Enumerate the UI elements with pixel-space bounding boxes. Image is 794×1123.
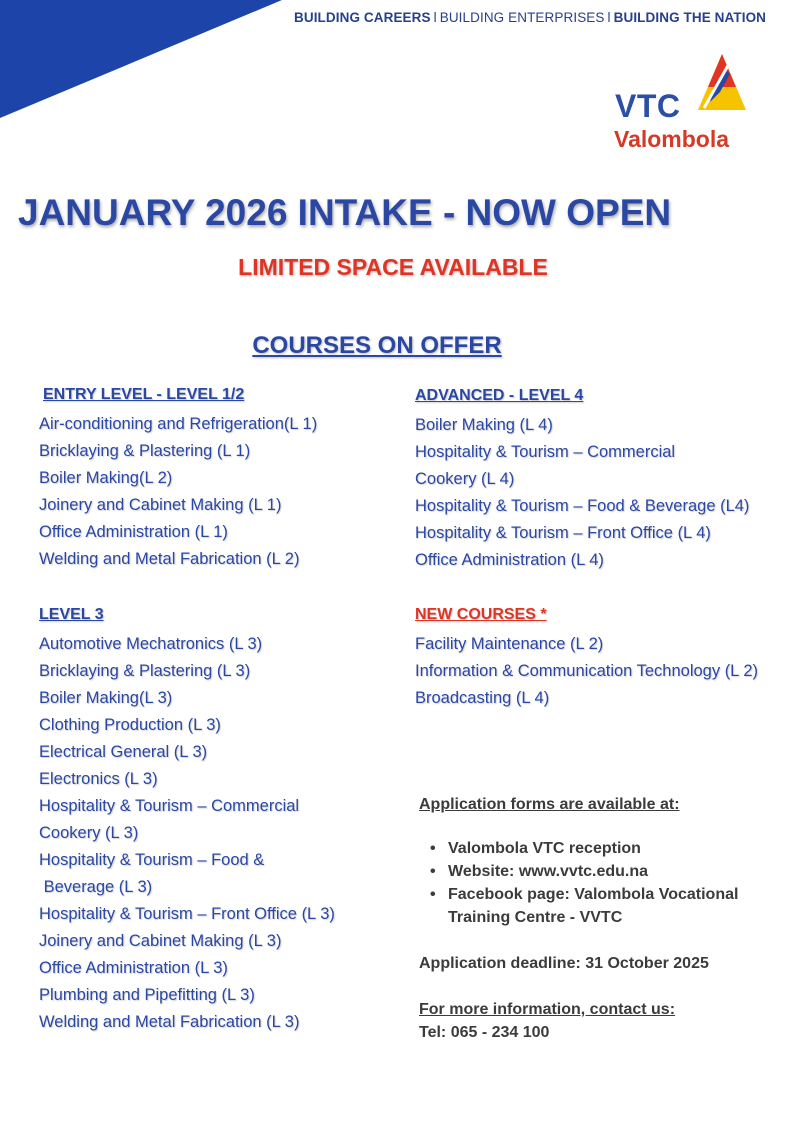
new-courses-heading: NEW COURSES * xyxy=(415,606,547,623)
subheadline: LIMITED SPACE AVAILABLE xyxy=(238,254,548,280)
list-item: Bricklaying & Plastering (L 3) xyxy=(39,662,251,680)
advanced-level-heading: ADVANCED - LEVEL 4 xyxy=(415,387,584,404)
list-item: Air-conditioning and Refrigeration(L 1) xyxy=(39,415,318,433)
list-item: Hospitality & Tourism – Front Office (L 3) xyxy=(39,905,335,923)
list-item: Boiler Making (L 4) xyxy=(415,416,553,434)
application-info xyxy=(419,793,779,1044)
location-website: • Website: www.vvtc.edu.na xyxy=(419,860,779,883)
list-item: Facility Maintenance (L 2) xyxy=(415,635,604,653)
list-item: Electrical General (L 3) xyxy=(39,743,208,761)
list-item: Information & Communication Technology (L 2) xyxy=(415,662,759,680)
courses-title: COURSES ON OFFER xyxy=(252,332,502,359)
list-item: Plumbing and Pipefitting (L 3) xyxy=(39,986,255,1004)
entry-level-section xyxy=(39,384,317,573)
list-item: Clothing Production (L 3) xyxy=(39,716,221,734)
list-item: Welding and Metal Fabrication (L 2) xyxy=(39,550,300,568)
tagline-nation: BUILDING THE NATION xyxy=(613,10,767,25)
vtc-logo xyxy=(612,52,752,152)
tagline-enterprises: BUILDING ENTERPRISES xyxy=(439,10,605,25)
location-facebook: • Facebook page: Valombola Vocational Training Centre - VVTC xyxy=(419,883,779,929)
list-item: Office Administration (L 4) xyxy=(415,551,604,569)
tagline xyxy=(294,10,766,25)
new-courses-list xyxy=(415,631,758,712)
list-item: Joinery and Cabinet Making (L 3) xyxy=(39,932,282,950)
logo-name-text: Valombola xyxy=(614,126,730,152)
tagline-separator: l xyxy=(433,10,437,25)
entry-level-heading: ENTRY LEVEL - LEVEL 1/2 xyxy=(43,386,245,403)
headline: JANUARY 2026 INTAKE - NOW OPEN xyxy=(18,192,672,233)
list-item: Office Administration (L 1) xyxy=(39,523,228,541)
level-3-list xyxy=(39,631,335,1036)
list-item: Joinery and Cabinet Making (L 1) xyxy=(39,496,282,514)
locations-list xyxy=(419,837,779,929)
list-item: Boiler Making(L 2) xyxy=(39,469,173,487)
list-item: Hospitality & Tourism – Front Office (L 4) xyxy=(415,524,711,542)
location-reception: • Valombola VTC reception xyxy=(419,837,779,860)
list-item: Hospitality & Tourism – Food & xyxy=(39,851,265,869)
list-item: Cookery (L 4) xyxy=(415,470,515,488)
list-item: Beverage (L 3) xyxy=(39,878,153,896)
list-item: Hospitality & Tourism – Food & Beverage (L4) xyxy=(415,497,750,515)
list-item: Welding and Metal Fabrication (L 3) xyxy=(39,1013,300,1031)
level-3-heading: LEVEL 3 xyxy=(39,606,104,623)
level-3-section xyxy=(39,604,335,1036)
list-item: Electronics (L 3) xyxy=(39,770,158,788)
list-item: Hospitality & Tourism – Commercial xyxy=(39,797,300,815)
entry-level-list xyxy=(39,411,317,573)
logo-vtc-text: VTC xyxy=(615,88,681,124)
application-deadline: Application deadline: 31 October 2025 xyxy=(419,955,709,972)
new-courses-section xyxy=(415,604,758,712)
contact-phone: Tel: 065 - 234 100 xyxy=(419,1024,550,1041)
tagline-separator: l xyxy=(607,10,611,25)
logo-triangle-icon xyxy=(696,52,752,114)
list-item: Hospitality & Tourism – Commercial xyxy=(415,443,676,461)
advanced-level-list xyxy=(415,412,749,574)
list-item: Cookery (L 3) xyxy=(39,824,139,842)
list-item: Boiler Making(L 3) xyxy=(39,689,173,707)
list-item: Bricklaying & Plastering (L 1) xyxy=(39,442,251,460)
list-item: Office Administration (L 3) xyxy=(39,959,228,977)
forms-label: Application forms are available at: xyxy=(419,796,680,813)
contact-label: For more information, contact us: xyxy=(419,1001,676,1018)
list-item: Broadcasting (L 4) xyxy=(415,689,550,707)
advanced-level-section xyxy=(415,385,749,574)
list-item: Automotive Mechatronics (L 3) xyxy=(39,635,263,653)
tagline-careers: BUILDING CAREERS xyxy=(294,10,431,25)
